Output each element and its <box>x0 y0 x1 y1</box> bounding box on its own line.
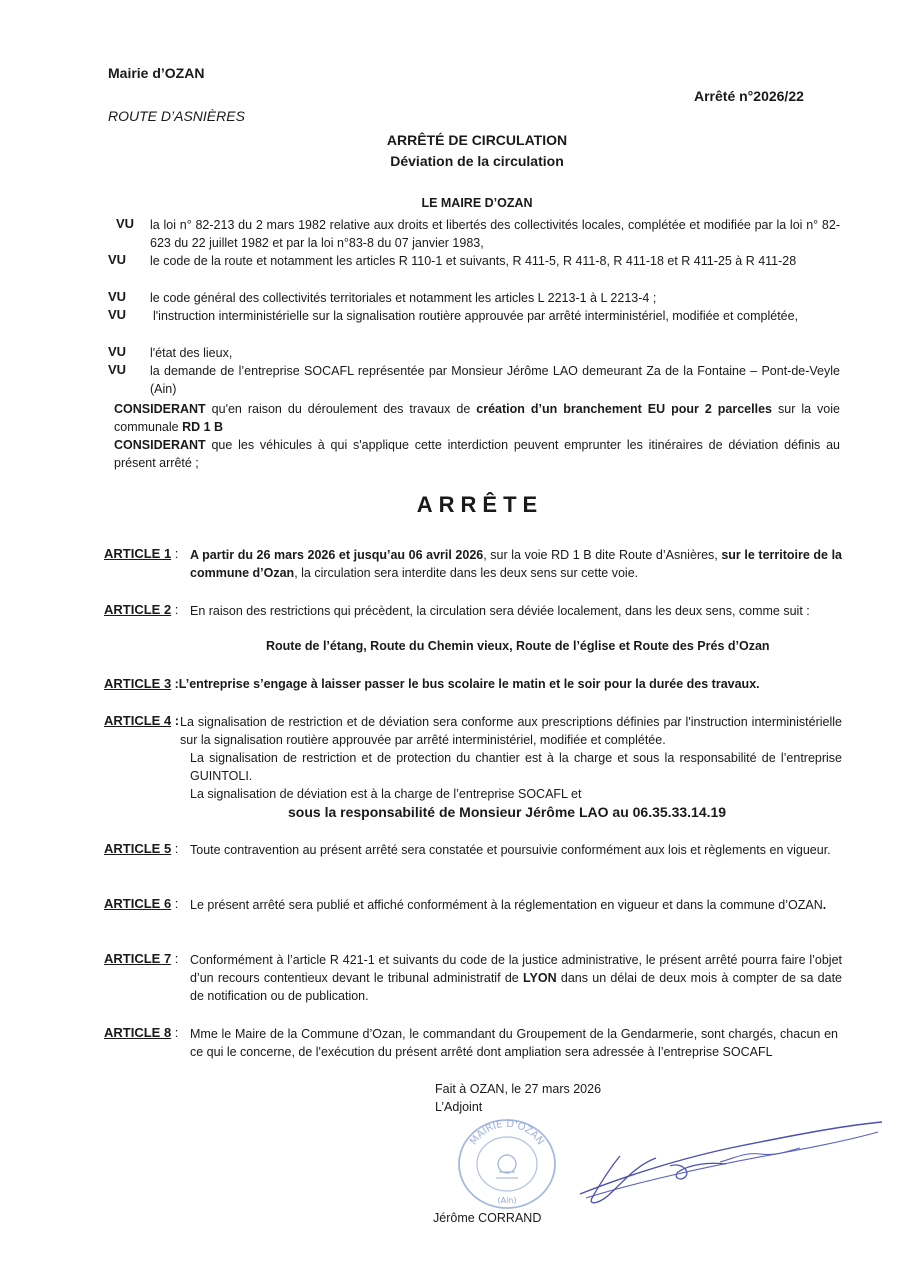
article-3: ARTICLE 3 :L’entreprise s’engage à laisser passer le bus scolaire le matin et le soir pour la durée des travaux. <box>104 676 760 691</box>
document-title: ARRÊTÉ DE CIRCULATION <box>386 132 568 148</box>
considerant-label: CONSIDERANT <box>114 438 206 452</box>
vu-label: VU <box>108 307 127 322</box>
article-4-text-2: La signalisation de restriction et de protection du chantier est à la charge et sous la responsabilité de l’entreprise GUINTOLI. <box>190 751 842 783</box>
svg-text:MAIRIE D'OZAN: MAIRIE D'OZAN <box>468 1118 546 1148</box>
mairie-name: Mairie d’OZAN <box>108 65 205 81</box>
article-7-label: ARTICLE 7 : <box>104 951 179 966</box>
article-2-label: ARTICLE 2 : <box>104 602 179 617</box>
article-5-label: ARTICLE 5 : <box>104 841 179 856</box>
arrete-number: Arrêté n°2026/22 <box>694 88 804 104</box>
document-subtitle: Déviation de la circulation <box>390 153 564 169</box>
vu-label: VU <box>108 344 127 359</box>
article-7-text: Conformément à l’article R 421-1 et suivants du code de la justice administrative, le présent arrêté pourra faire l’objet d’un recours contentieux devant le tribunal administratif de LYON dans un délai de deux mois à compter de sa date de notification ou de publication. <box>190 953 843 1003</box>
article-4-label: ARTICLE 4 : <box>104 713 180 728</box>
handwritten-signature <box>560 1118 890 1210</box>
considerant-1: CONSIDERANT qu'en raison du déroulement des travaux de création d’un branchement EU pour 2 parcelles sur la voie communale RD 1 B <box>114 402 840 434</box>
vu-label: VU <box>108 252 127 267</box>
vu-item: l'état des lieux, <box>150 346 233 360</box>
article-1-text: A partir du 26 mars 2026 et jusqu’au 06 avril 2026, sur la voie RD 1 B dite Route d’Asnières, sur le territoire de la commune d’Ozan, la circulation sera interdite dans les deux sens sur cette voie. <box>190 548 843 580</box>
signature-role: L’Adjoint <box>435 1100 483 1114</box>
article-2-text: En raison des restrictions qui précèdent, la circulation sera déviée localement, dans les deux sens, comme suit : <box>190 604 810 618</box>
vu-label: VU <box>108 289 127 304</box>
route-name: ROUTE D’ASNIÈRES <box>108 108 245 124</box>
arrete-heading: ARRÊTE <box>416 492 544 517</box>
considerant-2: CONSIDERANT que les véhicules à qui s'applique cette interdiction peuvent emprunter les itinéraires de déviation définis au présent arrêté ; <box>114 438 840 470</box>
article-3-label: ARTICLE 3 <box>104 676 172 691</box>
deviation-routes: Route de l’étang, Route du Chemin vieux, Route de l’église et Route des Prés d’Ozan <box>266 639 770 653</box>
article-4-text-1: La signalisation de restriction et de déviation sera conforme aux prescriptions définies par l'instruction interministérielle sur la signalisation routière approuvée par arrêté interministériel, modifiée et complétée. <box>180 715 842 747</box>
vu-item: la demande de l’entreprise SOCAFL représentée par Monsieur Jérôme LAO demeurant Za de la Fontaine – Pont-de-Veyle (Ain) <box>150 364 840 396</box>
article-4-text-3: La signalisation de déviation est à la charge de l’entreprise SOCAFL et <box>190 787 582 801</box>
mairie-stamp <box>452 1112 562 1212</box>
article-6-text: Le présent arrêté sera publié et affiché conformément à la réglementation en vigueur et dans la commune d’OZAN. <box>190 898 827 912</box>
vu-label: VU <box>108 362 127 377</box>
vu-label: VU <box>116 216 135 231</box>
article-1-label: ARTICLE 1 : <box>104 546 179 561</box>
article-8-text: Mme le Maire de la Commune d’Ozan, le commandant du Groupement de la Gendarmerie, sont chargés, chacun en ce qui le concerne, de l'exécution du présent arrêté dont ampliation sera adressée à l’entreprise SOCAFL <box>190 1027 838 1059</box>
le-maire-heading: LE MAIRE D’OZAN <box>421 196 533 210</box>
article-4-responsable: sous la responsabilité de Monsieur Jérôme LAO au 06.35.33.14.19 <box>288 804 727 820</box>
article-5-text: Toute contravention au présent arrêté sera constatée et poursuivie conformément aux lois et règlements en vigueur. <box>190 843 831 857</box>
article-8-label: ARTICLE 8 : <box>104 1025 179 1040</box>
article-6-label: ARTICLE 6 : <box>104 896 179 911</box>
vu-item: le code général des collectivités territoriales et notamment les articles L 2213-1 à L 2213-4 ; <box>150 291 657 305</box>
signature-place-date: Fait à OZAN, le 27 mars 2026 <box>435 1082 602 1096</box>
vu-item: le code de la route et notamment les articles R 110-1 et suivants, R 411-5, R 411-8, R 411-18 et R 411-25 à R 411-28 <box>150 254 797 268</box>
svg-text:(Ain): (Ain) <box>497 1196 517 1205</box>
signatory-name: Jérôme CORRAND <box>433 1211 542 1225</box>
vu-item: la loi n° 82-213 du 2 mars 1982 relative aux droits et libertés des collectivités locales, complétée et modifiée par la loi n° 82-623 du 22 juillet 1982 et par la loi n°83-8 du 07 janvier 1983, <box>150 218 840 250</box>
vu-item: l'instruction interministérielle sur la signalisation routière approuvée par arrêté interministériel, modifiée et complétée, <box>153 309 799 323</box>
considerant-label: CONSIDERANT <box>114 402 206 416</box>
